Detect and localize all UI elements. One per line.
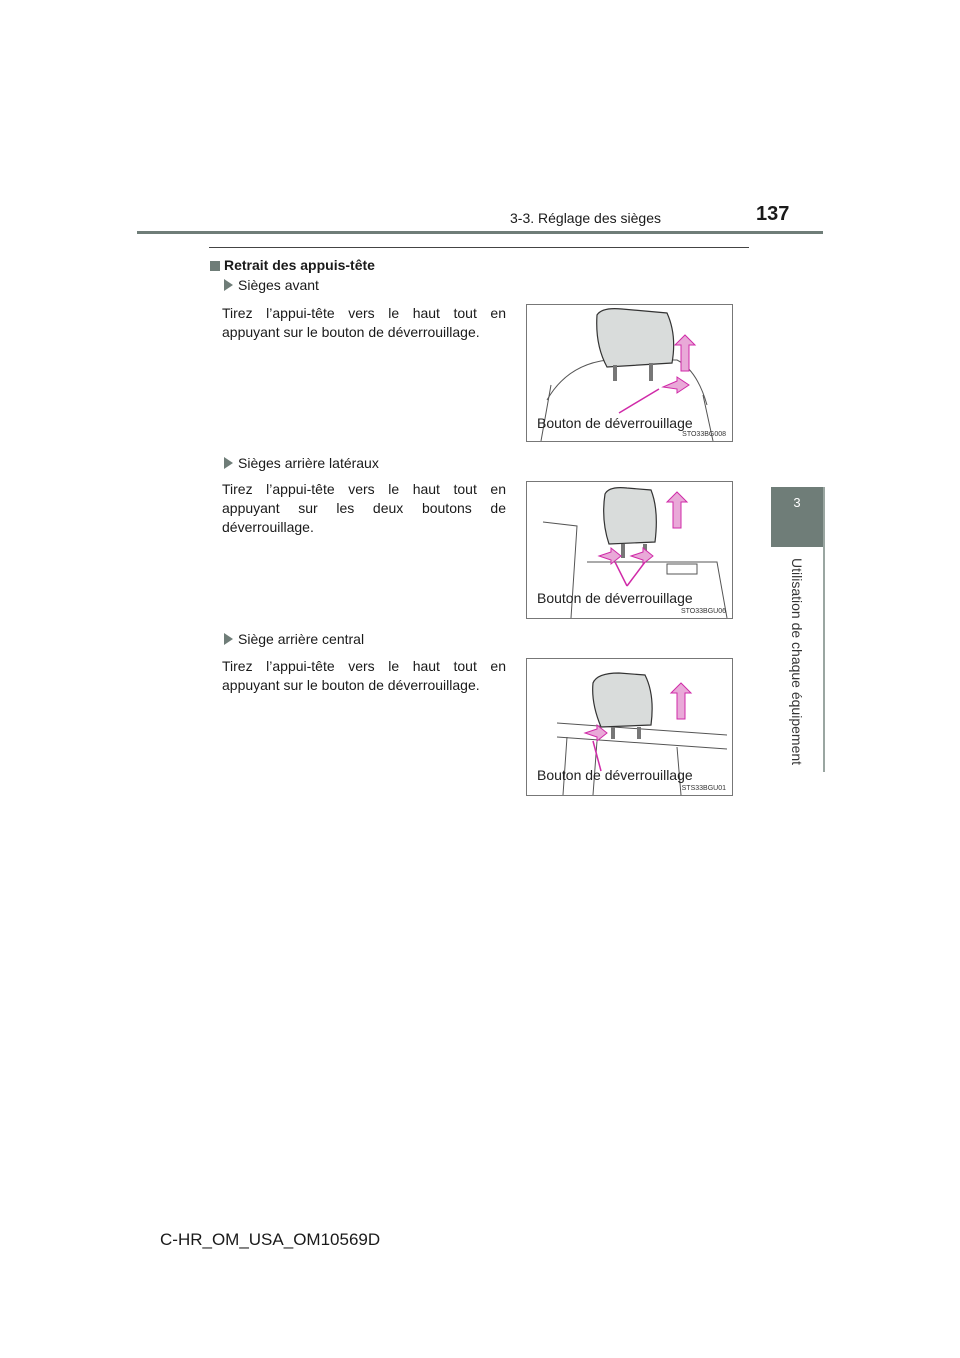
triangle-bullet-icon	[224, 633, 233, 645]
heading-square-icon	[210, 261, 220, 271]
figure-rear-center-seat	[526, 658, 733, 796]
chapter-title: Utilisation de chaque équipement	[789, 558, 805, 766]
figure-front-seat	[526, 304, 733, 442]
figure-code: STS33BGU01	[681, 785, 726, 792]
section-title: 3-3. Réglage des sièges	[510, 210, 661, 226]
item-label: Sièges avant	[238, 277, 319, 293]
item-label: Sièges arrière latéraux	[238, 455, 379, 471]
item-text-front: Tirez l’appui-tête vers le haut tout en appuyant sur le bouton de déverrouillage.	[222, 305, 506, 340]
item-text-rear-center: Tirez l’appui-tête vers le haut tout en appuyant sur le bouton de déverrouillage.	[222, 658, 506, 693]
item-text-rear-outer: Tirez l’appui-tête vers le haut tout en appuyant sur les deux boutons de déverrouillage.	[222, 481, 506, 535]
figure-code: STO33BG008	[682, 431, 726, 438]
triangle-bullet-icon	[224, 457, 233, 469]
item-label-rear-outer	[224, 455, 379, 471]
section-heading-text: Retrait des appuis-tête	[224, 257, 375, 273]
item-label-front	[224, 277, 319, 293]
document-id: C-HR_OM_USA_OM10569D	[160, 1230, 381, 1249]
section-heading	[210, 257, 375, 273]
figure-code: STO33BGU06	[680, 608, 726, 615]
figure-rear-outer-seat	[526, 481, 733, 619]
content-rule	[209, 247, 749, 248]
figure-caption: Bouton de déverrouillage	[537, 415, 693, 431]
figure-caption: Bouton de déverrouillage	[537, 767, 693, 783]
chapter-bar	[823, 487, 825, 772]
header-rule	[137, 231, 823, 234]
page-number: 137	[756, 203, 790, 225]
figure-caption: Bouton de déverrouillage	[537, 590, 693, 606]
chapter-tab	[771, 487, 823, 547]
item-label: Siège arrière central	[238, 631, 365, 647]
chapter-number: 3	[793, 495, 801, 510]
item-label-rear-center	[224, 631, 364, 647]
triangle-bullet-icon	[224, 279, 233, 291]
